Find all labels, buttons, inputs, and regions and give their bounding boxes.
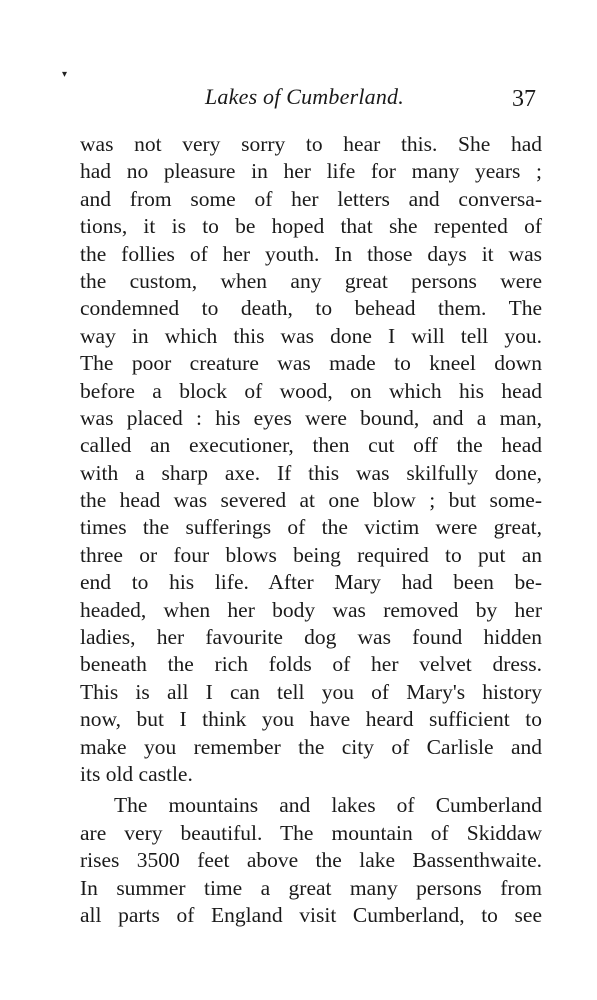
text-line: tions, it is to be hoped that she repented of (80, 214, 542, 239)
text-line: was placed : his eyes were bound, and a man, (80, 405, 542, 430)
text-line: the head was severed at one blow ; but some- (80, 488, 542, 513)
page-number: 37 (512, 86, 536, 112)
text-line: now, but I think you have heard sufficient to (80, 707, 542, 732)
text-line: The poor creature was made to kneel down (80, 351, 542, 376)
text-line: its old castle. (80, 761, 193, 786)
text-line: The mountains and lakes of Cumberland (114, 793, 542, 818)
text-line: all parts of England visit Cumberland, to see (80, 902, 542, 927)
text-line: end to his life. After Mary had been be- (80, 570, 542, 595)
text-line: headed, when her body was removed by her (80, 597, 542, 622)
text-line: This is all I can tell you of Mary's history (80, 679, 542, 704)
text-line: times the sufferings of the victim were great, (80, 515, 542, 540)
text-line: condemned to death, to behead them. The (80, 296, 542, 321)
text-line: was not very sorry to hear this. She had (80, 132, 542, 156)
running-head: Lakes of Cumberland. (205, 84, 404, 109)
text-line: ladies, her favourite dog was found hidden (80, 625, 542, 650)
text-line: with a sharp axe. If this was skilfully done, (80, 460, 542, 485)
text-line: the follies of her youth. In those days it was (80, 241, 542, 266)
text-line: had no pleasure in her life for many years ; (80, 159, 542, 184)
text-line: rises 3500 feet above the lake Bassenthwaite. (80, 848, 542, 873)
text-line: and from some of her letters and conversa- (80, 186, 542, 211)
ink-speck: ▾ (62, 69, 68, 80)
text-line: the custom, when any great persons were (80, 268, 542, 293)
text-line: before a block of wood, on which his head (80, 378, 542, 403)
text-line: beneath the rich folds of her velvet dress. (80, 652, 542, 677)
text-line: called an executioner, then cut off the head (80, 433, 542, 458)
text-line: way in which this was done I will tell you. (80, 323, 542, 348)
text-line: are very beautiful. The mountain of Skiddaw (80, 820, 542, 845)
text-line: three or four blows being required to put an (80, 542, 542, 567)
body-text (80, 131, 542, 929)
text-line: make you remember the city of Carlisle and (80, 734, 542, 759)
text-line: In summer time a great many persons from (80, 875, 542, 900)
